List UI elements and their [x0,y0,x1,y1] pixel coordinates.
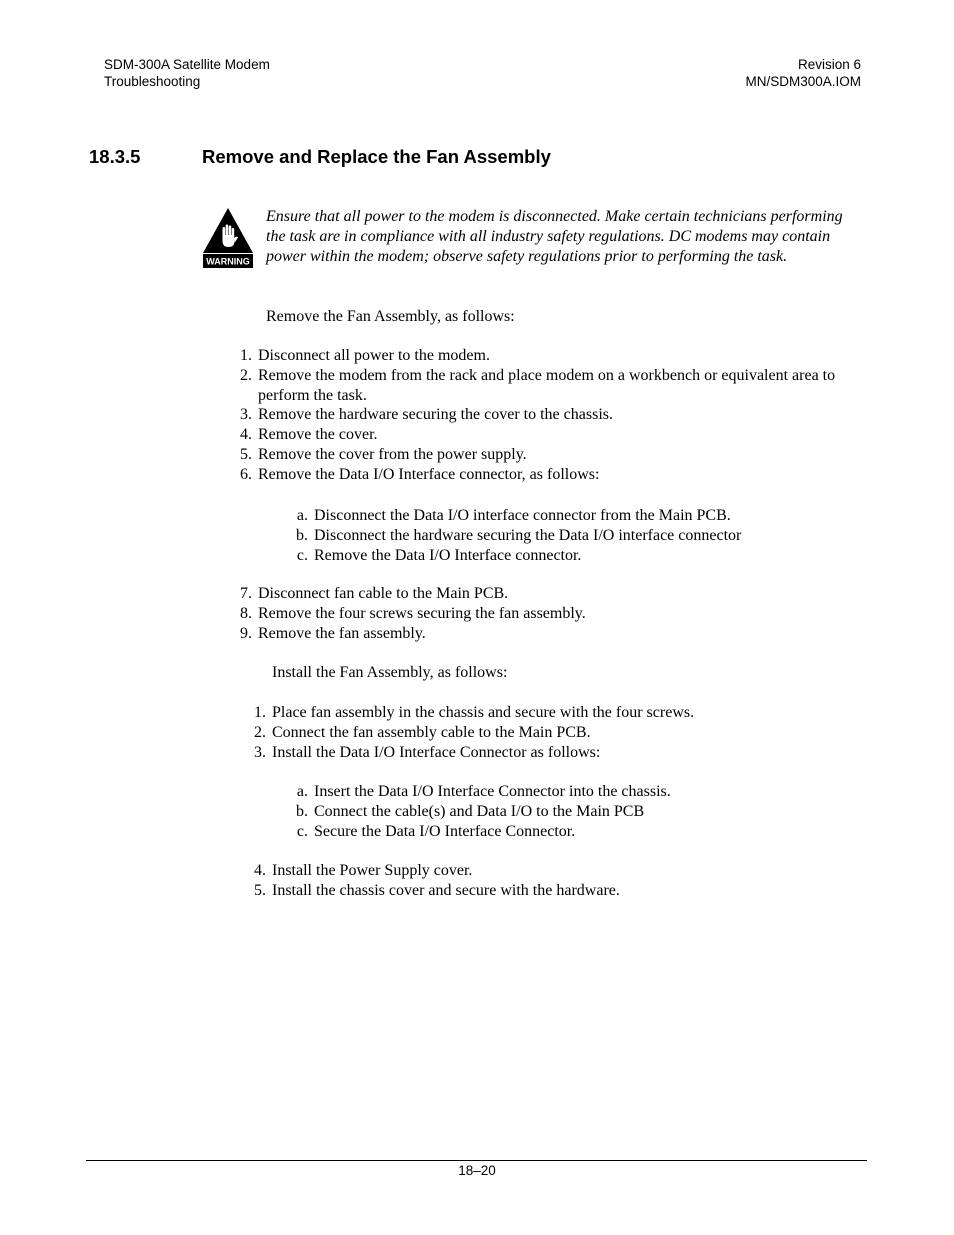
header-chapter: Troubleshooting [104,74,201,89]
install-intro: Install the Fan Assembly, as follows: [272,664,508,681]
list-item: c. Remove the Data I/O Interface connector. [296,546,582,564]
list-item: 3. Install the Data I/O Interface Connector as follows: [254,743,601,761]
warning-hand-icon [202,207,254,269]
list-item: 4. Install the Power Supply cover. [254,862,473,879]
footer-divider [86,1160,867,1161]
section-title: Remove and Replace the Fan Assembly [202,146,551,167]
install-substeps-list [284,782,864,841]
list-item: 3. Remove the hardware securing the cover to the chassis. [240,406,613,424]
list-item: 2. Remove the modem from the rack and place modem on a workbench or equivalent area to perform the task. [240,366,836,404]
remove-intro: Remove the Fan Assembly, as follows: [266,308,515,325]
header-document-id: MN/SDM300A.IOM [745,74,861,89]
warning-text: Ensure that all power to the modem is disconnected. Make certain technicians performing the task are in compliance with all industry safety regulations. DC modems may contain power within the modem; observe safety regulations prior to performing the task. [266,208,843,265]
section-heading [89,146,551,168]
list-item: 5. Install the chassis cover and secure with the hardware. [254,881,620,899]
list-item: 4. Remove the cover. [240,426,378,444]
header-revision: Revision 6 [797,57,861,72]
warning-icon-label: WARNING [206,256,250,267]
list-item: b. Disconnect the hardware securing the Data I/O interface connector [296,526,742,544]
list-item: c. Secure the Data I/O Interface Connector. [296,822,576,840]
list-item: a. Disconnect the Data I/O interface connector from the Main PCB. [296,507,731,524]
page-number: 18–20 [458,1163,496,1178]
section-number: 18.3.5 [89,146,141,167]
page-header-left [104,56,270,90]
list-item: a. Insert the Data I/O Interface Connector into the chassis. [296,783,671,800]
list-item: 1. Place fan assembly in the chassis and secure with the four screws. [254,704,695,721]
remove-steps-list-continued [228,584,868,643]
remove-steps-list [228,346,868,485]
list-item: 5. Remove the cover from the power supply. [240,445,527,463]
list-item: 2. Connect the fan assembly cable to the Main PCB. [254,723,591,741]
list-item: b. Connect the cable(s) and Data I/O to the Main PCB [296,802,645,820]
install-steps-list [242,703,862,762]
page-header-right [745,56,861,90]
list-item: 1. Disconnect all power to the modem. [240,347,490,364]
header-product: SDM-300A Satellite Modem [104,57,270,72]
list-item: 6. Remove the Data I/O Interface connector, as follows: [240,465,600,483]
list-item: 8. Remove the four screws securing the fan assembly. [240,604,586,622]
remove-substeps-list [284,506,864,565]
list-item: 9. Remove the fan assembly. [240,624,426,642]
install-steps-list-continued [242,861,862,901]
list-item: 7. Disconnect fan cable to the Main PCB. [240,585,509,602]
